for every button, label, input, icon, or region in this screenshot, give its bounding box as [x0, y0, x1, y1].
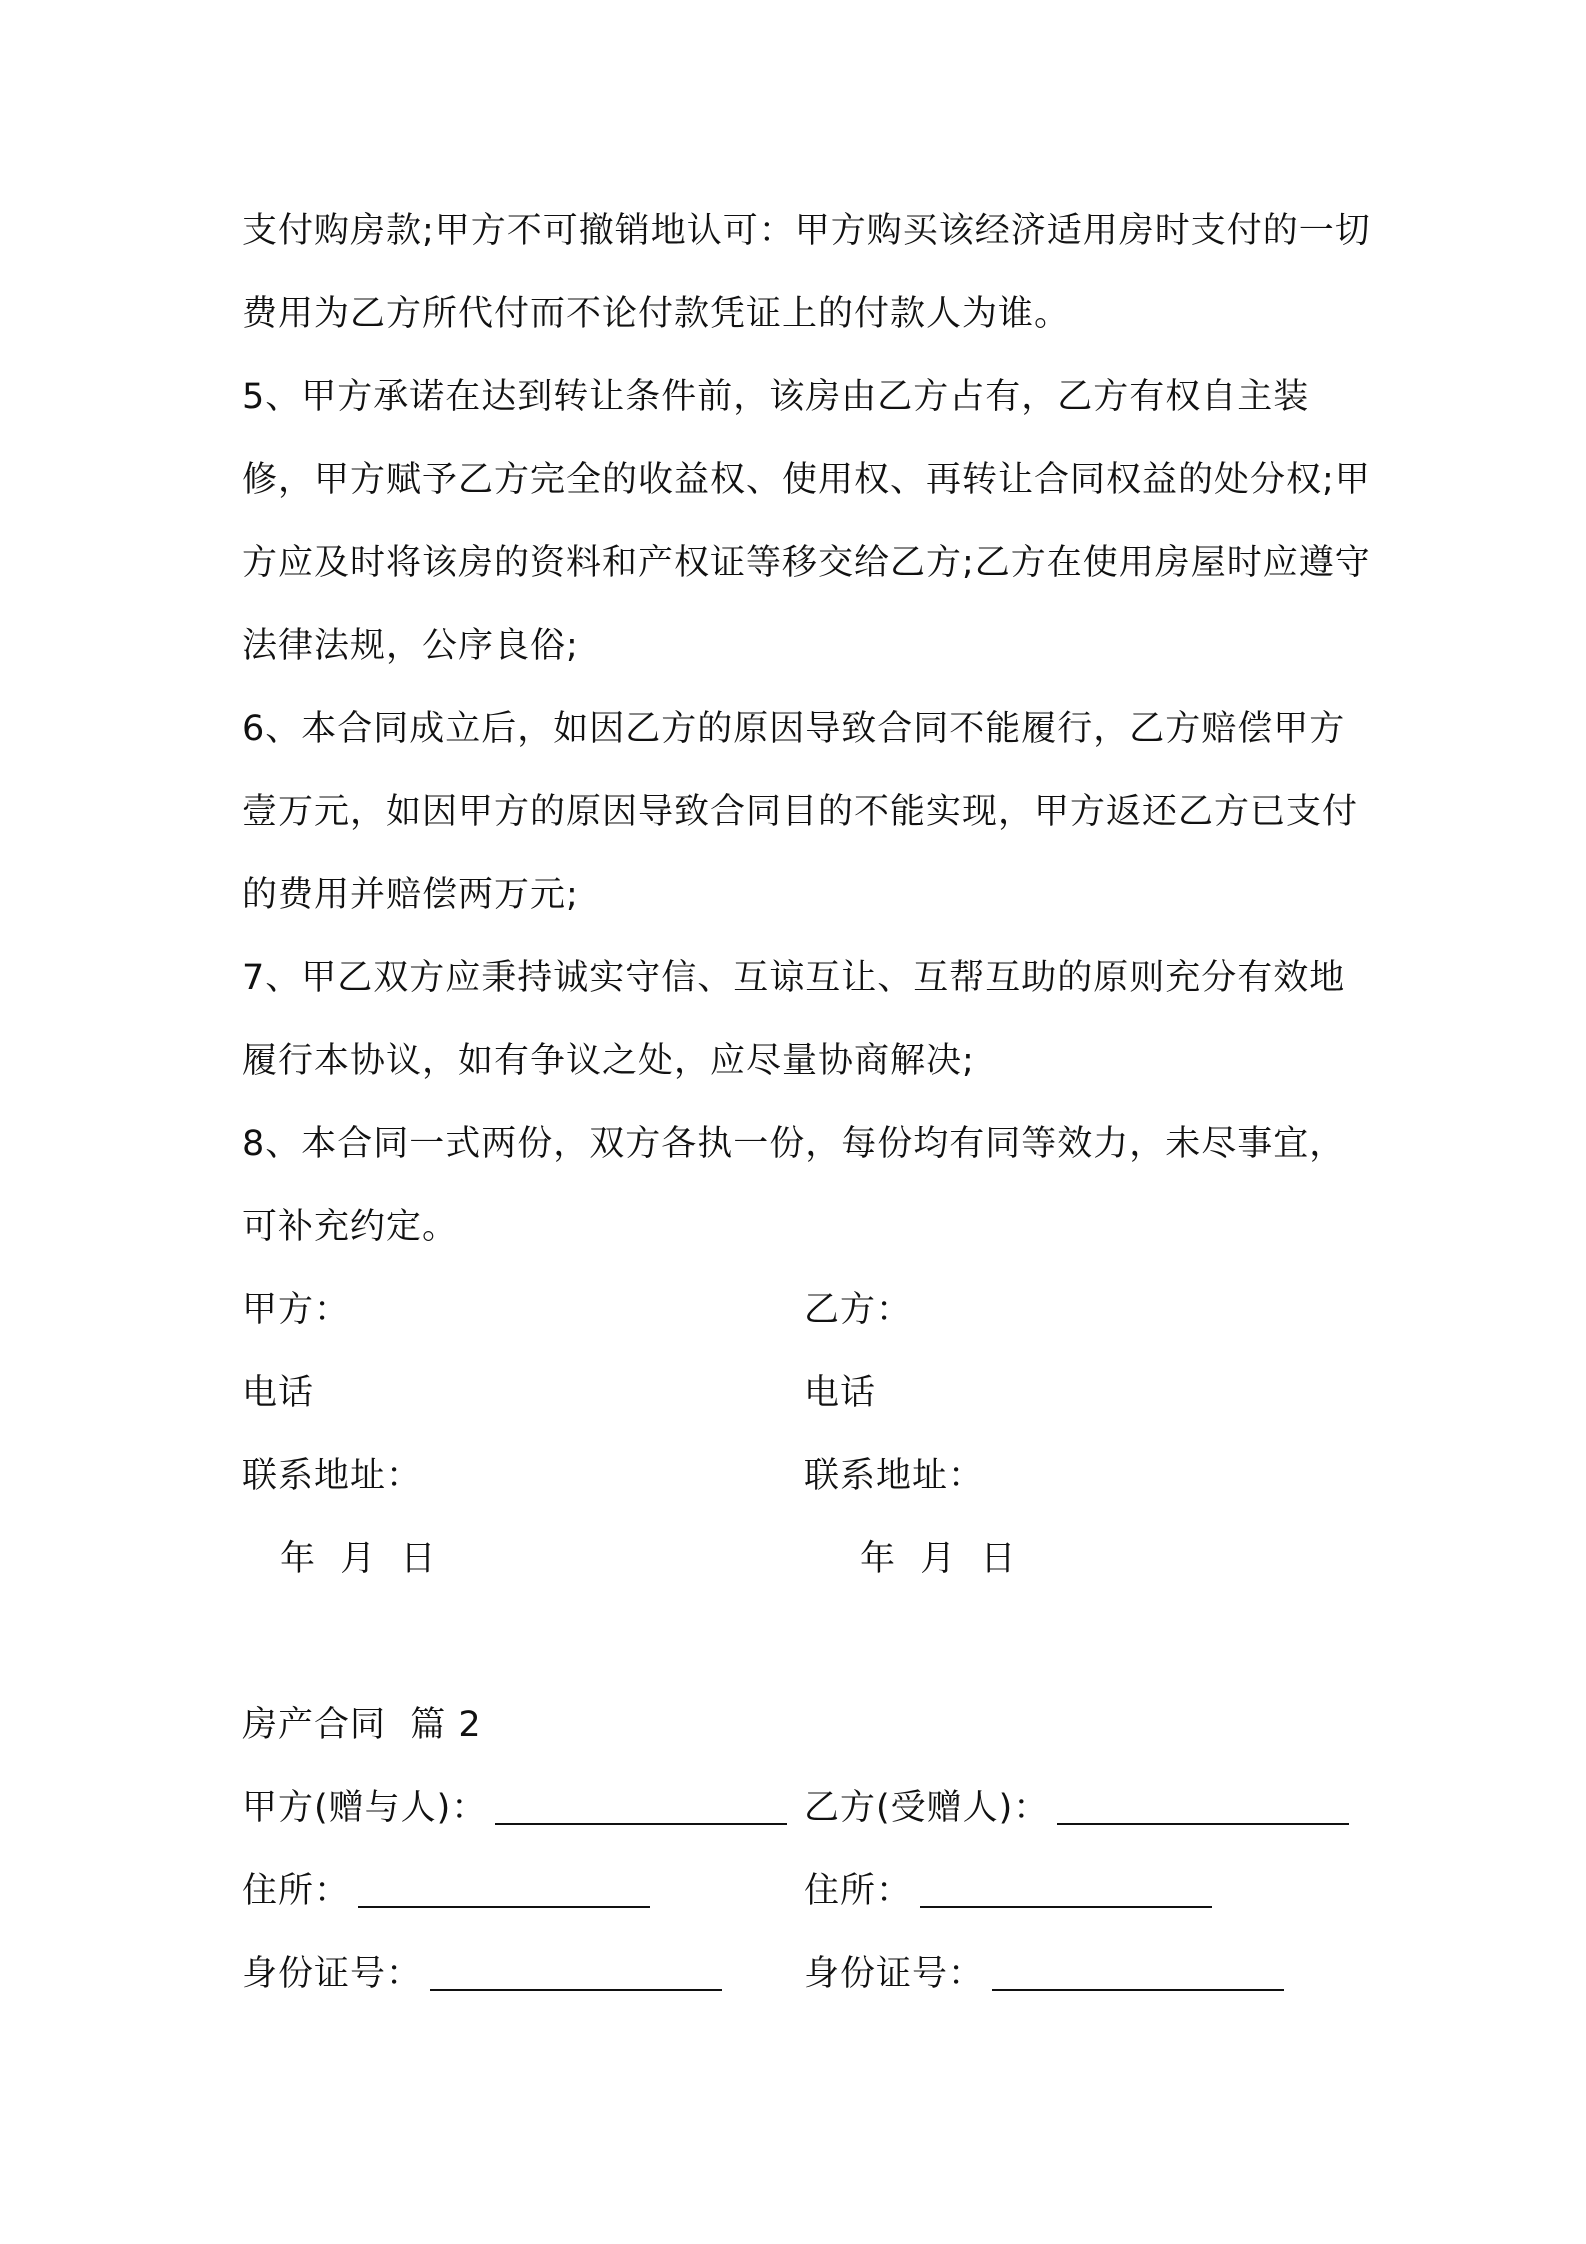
- party-a-phone-label: 电话: [242, 1373, 315, 1413]
- section-spacer: [242, 1601, 1377, 1684]
- paragraph-payment-clause: 支付购房款;甲方不可撤销地认可：甲方购买该经济适用房时支付的一切费用为乙方所代付而不论付款凭证上的付款人为谁。: [242, 211, 1371, 334]
- donor-id-field: [242, 1933, 804, 2016]
- donor-residence-blank-line[interactable]: [358, 1870, 650, 1908]
- party-a-date: 年 月 日: [280, 1539, 437, 1579]
- signature-address-row: [242, 1435, 1377, 1518]
- section-2-id-row: [242, 1933, 1377, 2016]
- party-b-phone-label: 电话: [804, 1373, 877, 1413]
- donee-label: 乙方(受赠人)：: [804, 1788, 1050, 1828]
- donee-blank-line[interactable]: [1057, 1787, 1349, 1825]
- donee-id-label: 身份证号：: [804, 1954, 985, 1994]
- donee-residence-field: [804, 1850, 1377, 1933]
- donor-residence-field: [242, 1850, 804, 1933]
- signature-phone-row: [242, 1352, 1377, 1435]
- donor-id-label: 身份证号：: [242, 1954, 423, 1994]
- donor-residence-label: 住所：: [242, 1871, 351, 1911]
- party-a-label: 甲方：: [242, 1290, 351, 1330]
- party-b-date: 年 月 日: [860, 1539, 1017, 1579]
- paragraph-clause-6: 6、本合同成立后，如因乙方的原因导致合同不能履行，乙方赔偿甲方壹万元，如因甲方的原因导致合同目的不能实现，甲方返还乙方已支付的费用并赔偿两万元;: [242, 709, 1359, 915]
- party-b-label: 乙方：: [804, 1290, 913, 1330]
- donor-id-blank-line[interactable]: [430, 1953, 722, 1991]
- donee-residence-label: 住所：: [804, 1871, 913, 1911]
- signature-block: [242, 1269, 1377, 1601]
- section-2-party-row: [242, 1767, 1377, 1850]
- section-2-title: 房产合同 篇 2: [242, 1705, 482, 1745]
- donor-field: [242, 1767, 804, 1850]
- contract-section-2: [242, 1684, 1377, 2016]
- signature-date-row: [242, 1518, 1377, 1601]
- donee-field: [804, 1767, 1377, 1850]
- section-2-residence-row: [242, 1850, 1377, 1933]
- donee-residence-blank-line[interactable]: [920, 1870, 1212, 1908]
- paragraph-clause-7: 7、甲乙双方应秉持诚实守信、互谅互让、互帮互助的原则充分有效地履行本协议，如有争议之处，应尽量协商解决;: [242, 958, 1346, 1081]
- donor-label: 甲方(赠与人)：: [242, 1788, 488, 1828]
- donor-blank-line[interactable]: [495, 1787, 787, 1825]
- donee-id-blank-line[interactable]: [992, 1953, 1284, 1991]
- donee-id-field: [804, 1933, 1377, 2016]
- paragraph-clause-8: 8、本合同一式两份，双方各执一份，每份均有同等效力，未尽事宜，可补充约定。: [242, 1124, 1346, 1247]
- contract-body: [242, 190, 1377, 2016]
- party-b-address-label: 联系地址：: [804, 1456, 985, 1496]
- paragraph-clause-5: 5、甲方承诺在达到转让条件前，该房由乙方占有，乙方有权自主装修，甲方赋予乙方完全的收益权、使用权、再转让合同权益的处分权;甲方应及时将该房的资料和产权证等移交给乙方;乙方在使用房屋时应遵守法律法规，公序良俗;: [242, 377, 1371, 666]
- party-a-address-label: 联系地址：: [242, 1456, 423, 1496]
- section-2-title-row: [242, 1684, 1377, 1767]
- signature-party-row: [242, 1269, 1377, 1352]
